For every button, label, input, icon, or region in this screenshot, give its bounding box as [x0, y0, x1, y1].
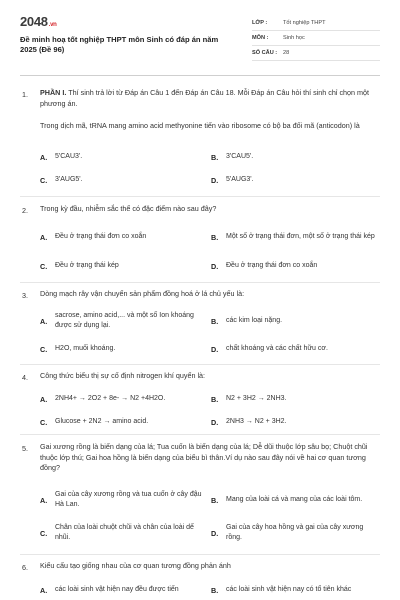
document-header: [20, 12, 380, 74]
option-a[interactable]: [40, 151, 200, 163]
option-letter: A.: [40, 394, 48, 404]
document-title: Đề minh hoạ tốt nghiệp THPT môn Sinh có đáp án năm 2025 (Đề 96): [20, 35, 219, 54]
option-b[interactable]: [211, 227, 376, 247]
option-text: 2NH4+ → 2O2 + 8e- → N2 +4H2O.: [55, 395, 166, 402]
option-text: Glucose + 2N2 → amino acid.: [55, 418, 149, 425]
option-text: Mang của loài cá và mang của các loài tôm.: [226, 496, 363, 503]
option-letter: A.: [40, 152, 48, 162]
question-text: [40, 88, 370, 109]
option-letter: A.: [40, 316, 48, 326]
option-text: Đều ở trạng thái đơn co xoắn: [226, 262, 318, 269]
option-c[interactable]: [40, 260, 200, 272]
option-b[interactable]: [211, 151, 371, 163]
meta-table: [252, 16, 380, 61]
option-a[interactable]: [40, 311, 200, 331]
option-letter: A.: [40, 232, 48, 242]
option-letter: C.: [40, 344, 48, 354]
header-divider: [20, 75, 380, 76]
meta-value: Tốt nghiệp THPT: [283, 20, 326, 26]
meta-key: LỚP :: [252, 20, 268, 26]
question-text: Kiểu cấu tạo giống nhau của cơ quan tương đồng phản ánh: [40, 561, 231, 570]
option-text: Gai của cây xương rồng và tua cuốn ở cây đậu Hà Lan.: [55, 491, 202, 508]
option-b[interactable]: [211, 315, 371, 327]
option-letter: C.: [40, 175, 48, 185]
option-text: sacrose, amino acid,... và một số Ion khoáng được sử dụng lại.: [55, 312, 194, 329]
option-letter: A.: [40, 585, 48, 595]
question-number: 6.: [22, 563, 28, 572]
option-text: Gai của cây hoa hồng và gai của cây xương rồng.: [226, 524, 364, 541]
meta-key: MÔN :: [252, 35, 269, 41]
option-c[interactable]: [40, 523, 205, 543]
meta-value: Sinh học: [283, 35, 305, 41]
option-d[interactable]: [211, 260, 376, 272]
option-d[interactable]: [211, 416, 371, 428]
option-text: các kim loại nặng.: [226, 317, 283, 324]
option-b[interactable]: [211, 584, 376, 596]
meta-row-count: [252, 46, 380, 61]
meta-key: SỐ CÂU :: [252, 50, 278, 56]
option-b[interactable]: [211, 490, 371, 510]
option-letter: D.: [211, 344, 219, 354]
option-c[interactable]: [40, 343, 200, 355]
option-letter: B.: [211, 495, 219, 505]
option-text: chất khoáng và các chất hữu cơ.: [226, 345, 328, 352]
option-d[interactable]: [211, 174, 371, 186]
option-letter: D.: [211, 175, 219, 185]
option-text: Một số ở trạng thái đơn, một số ở trạng thái kép: [226, 233, 375, 240]
option-text: 3'CAU5'.: [226, 153, 254, 160]
option-text: H2O, muối khoáng.: [55, 345, 116, 352]
option-text: các loài sinh vật hiện nay có tổ tiên khác: [226, 586, 352, 593]
question-separator: [20, 434, 380, 435]
part-instructions: Thí sinh trả lời từ Đáp án Câu 1 đến Đáp án Câu 18. Mỗi Đáp án Câu hỏi thí sinh chỉ chọn một phương án.: [40, 88, 370, 108]
option-letter: A.: [40, 495, 48, 505]
part-label: PHẦN I.: [40, 88, 67, 97]
option-c[interactable]: [40, 416, 205, 428]
question-separator: [20, 282, 380, 283]
option-text: 3'AUG5'.: [55, 176, 83, 183]
question-stem: Trong dịch mã, tRNA mang amino acid methyonine tiến vào ribosome có bộ ba đối mã (anticodon) là: [40, 121, 360, 130]
option-a[interactable]: [40, 227, 200, 247]
option-d[interactable]: [211, 343, 371, 355]
option-text: 2NH3 → N2 + 3H2.: [226, 418, 287, 425]
option-letter: C.: [40, 261, 48, 271]
logo-main: 2048: [20, 14, 48, 29]
option-text: Đều ở trạng thái đơn co xoắn: [55, 233, 147, 240]
option-text: các loài sinh vật hiện nay đều được tiến: [55, 586, 179, 593]
option-text: Chân của loài chuột chũi và chân của loài dế nhũi.: [55, 524, 194, 541]
option-letter: D.: [211, 261, 219, 271]
option-letter: C.: [40, 528, 48, 538]
meta-row-class: [252, 16, 380, 31]
option-text: 5'AUG3'.: [226, 176, 254, 183]
site-logo[interactable]: [20, 14, 57, 29]
option-d[interactable]: [211, 523, 371, 543]
option-letter: D.: [211, 417, 219, 427]
option-a[interactable]: [40, 490, 205, 510]
option-text: 5'CAU3'.: [55, 153, 83, 160]
question-number: 4.: [22, 373, 28, 382]
option-text: Đều ở trạng thái kép: [55, 262, 119, 269]
question-separator: [20, 554, 380, 555]
option-letter: B.: [211, 585, 219, 595]
option-a[interactable]: [40, 584, 205, 596]
question-number: 3.: [22, 291, 28, 300]
option-letter: C.: [40, 417, 48, 427]
question-text: Gai xương rồng là biến dạng của lá; Tua cuốn là biến dạng của lá; Dễ dũi thuộc lớp sâu bọ; Chuột chũi thuộc lớp thú; Gai hoa hồng là biến dạng của biểu bì thân.Ví dụ nào sau đây nói về hai cơ quan tương đồng?: [40, 442, 368, 472]
option-letter: B.: [211, 232, 219, 242]
question-text: Công thức biểu thị sự cố định nitrogen khí quyển là:: [40, 371, 206, 380]
option-letter: B.: [211, 152, 219, 162]
meta-value: 28: [283, 50, 290, 56]
question-text: Dòng mạch rây vận chuyển sản phẩm đồng hoá ở lá chủ yếu là:: [40, 289, 245, 298]
option-b[interactable]: [211, 393, 371, 405]
question-text: Trong kỳ đầu, nhiễm sắc thể có đặc điểm nào sau đây?: [40, 204, 217, 213]
question-number: 2.: [22, 206, 28, 215]
option-letter: B.: [211, 394, 219, 404]
option-c[interactable]: [40, 174, 200, 186]
question-separator: [20, 364, 380, 365]
option-letter: D.: [211, 528, 219, 538]
question-number: 5.: [22, 444, 28, 453]
logo-domain: .vn: [48, 22, 57, 28]
option-text: N2 + 3H2 → 2NH3.: [226, 395, 287, 402]
question-separator: [20, 196, 380, 197]
question-number: 1.: [22, 90, 28, 99]
meta-row-subject: [252, 31, 380, 46]
option-a[interactable]: [40, 393, 205, 405]
option-letter: B.: [211, 316, 219, 326]
